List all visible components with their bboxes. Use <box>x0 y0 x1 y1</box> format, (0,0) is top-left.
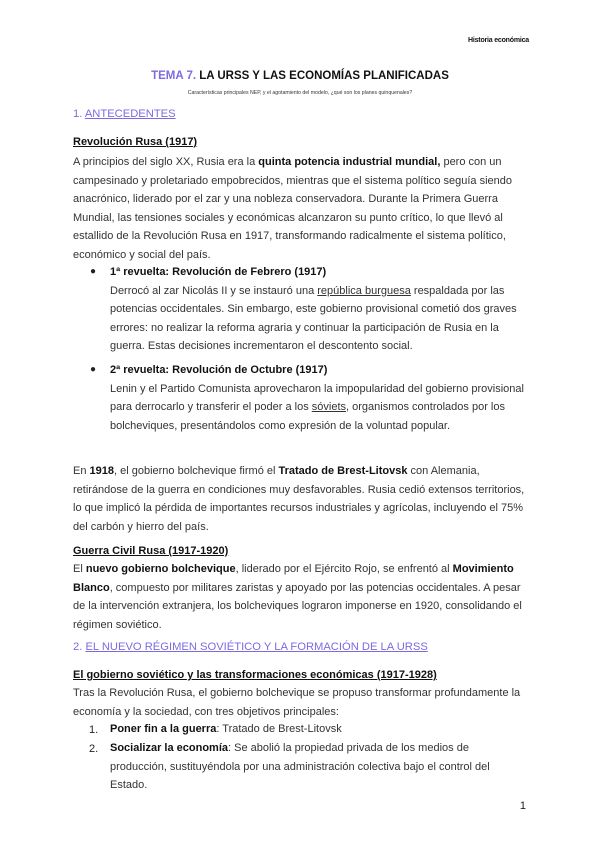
page-subtitle: Características principales NEP, y el agotamiento del modelo, ¿qué son los planes quinquenales? <box>187 90 413 96</box>
list-item: Socializar la economía: Se abolió la propiedad privada de los medios de producción, sustituyéndola por una administración colectiva bajo el control del Estado. <box>110 742 490 792</box>
section-2-number: 2. <box>73 641 83 653</box>
running-header: Historia económica <box>468 37 529 44</box>
bullet-febrero: 1ª revuelta: Revolución de Febrero (1917) Derrocó al zar Nicolás II y se instauró una república burguesa respaldada por las potencias occidentales. Sin embargo, este gobierno provisional cometió dos graves errores: no realizar la reforma agraria y continuar la participación de Rusia en la guerra. Estas decisiones incrementaron el descontento social. <box>110 266 517 353</box>
bullet-febrero-title: 1ª revuelta: Revolución de Febrero (1917) <box>110 266 327 278</box>
gob-heading: El gobierno soviético y las transformaciones económicas (1917-1928) <box>73 669 437 681</box>
section-1-number: 1. <box>73 108 83 120</box>
list-item: Poner fin a la guerra: Tratado de Brest-Litovsk <box>110 723 342 735</box>
gob-intro: Tras la Revolución Rusa, el gobierno bolchevique se propuso transformar profundamente la economía y la sociedad, con tres objetivos principales: <box>73 687 521 718</box>
civil-war-paragraph: El nuevo gobierno bolchevique, liderado por el Ejército Rojo, se enfrentó al Movimiento Blanco, compuesto por militares zaristas y apoyado por las potencias occidentales. A pesar de la intervención extranjera, los bolcheviques lograron imponerse en 1920, consolidando el régimen soviético. <box>73 563 522 631</box>
page-number: 1 <box>519 800 526 812</box>
section-1-title: ANTECEDENTES <box>84 108 176 120</box>
title-number: TEMA 7. <box>151 70 197 82</box>
section-2-title: EL NUEVO RÉGIMEN SOVIÉTICO Y LA FORMACIÓN DE LA URSS <box>85 641 428 653</box>
list-number: 2. <box>89 743 99 755</box>
section-2-heading <box>73 641 428 653</box>
rev-paragraph: A principios del siglo XX, Rusia era la quinta potencia industrial mundial, pero con un campesinado y proletariado empobrecidos, mientras que el sistema político seguía siendo anacrónico, liderado por el zar y una nobleza conservadora. Durante la Primera Guerra Mundial, las tensiones sociales y económicas alcanzaron su punto crítico, lo que llevó al estallido de la Revolución Rusa en 1917, transformando radicalmente el sistema político, económico y social del país. <box>73 156 513 261</box>
section-1-heading <box>73 108 176 120</box>
rev-heading: Revolución Rusa (1917) <box>73 136 198 148</box>
title-text: LA URSS Y LAS ECONOMÍAS PLANIFICADAS <box>199 70 449 82</box>
page-title <box>0 70 600 82</box>
civil-war-heading: Guerra Civil Rusa (1917-1920) <box>73 545 229 557</box>
bullet-octubre-title: 2ª revuelta: Revolución de Octubre (1917) <box>110 364 328 376</box>
soviets-link[interactable]: sóviets <box>311 401 347 414</box>
bullet-dot: ● <box>90 364 97 375</box>
bullet-octubre: 2ª revuelta: Revolución de Octubre (1917) Lenin y el Partido Comunista aprovecharon la impopularidad del gobierno provisional para derrocarlo y transferir el poder a los sóviets, organismos controlados por los bolcheviques, presentándolos como expresión de la voluntad popular. <box>110 364 524 432</box>
list-number: 1. <box>89 724 99 736</box>
brest-paragraph: En 1918, el gobierno bolchevique firmó el Tratado de Brest-Litovsk con Alemania, retirándose de la guerra en condiciones muy desfavorables. Rusia cedió extensos territorios, lo que implicó la pérdida de importantes recursos industriales y agrícolas, incluyendo el 75% del carbón y hierro del país. <box>73 465 525 533</box>
bullet-dot: ● <box>90 266 97 277</box>
republica-burguesa-link[interactable]: república burguesa <box>317 284 411 297</box>
